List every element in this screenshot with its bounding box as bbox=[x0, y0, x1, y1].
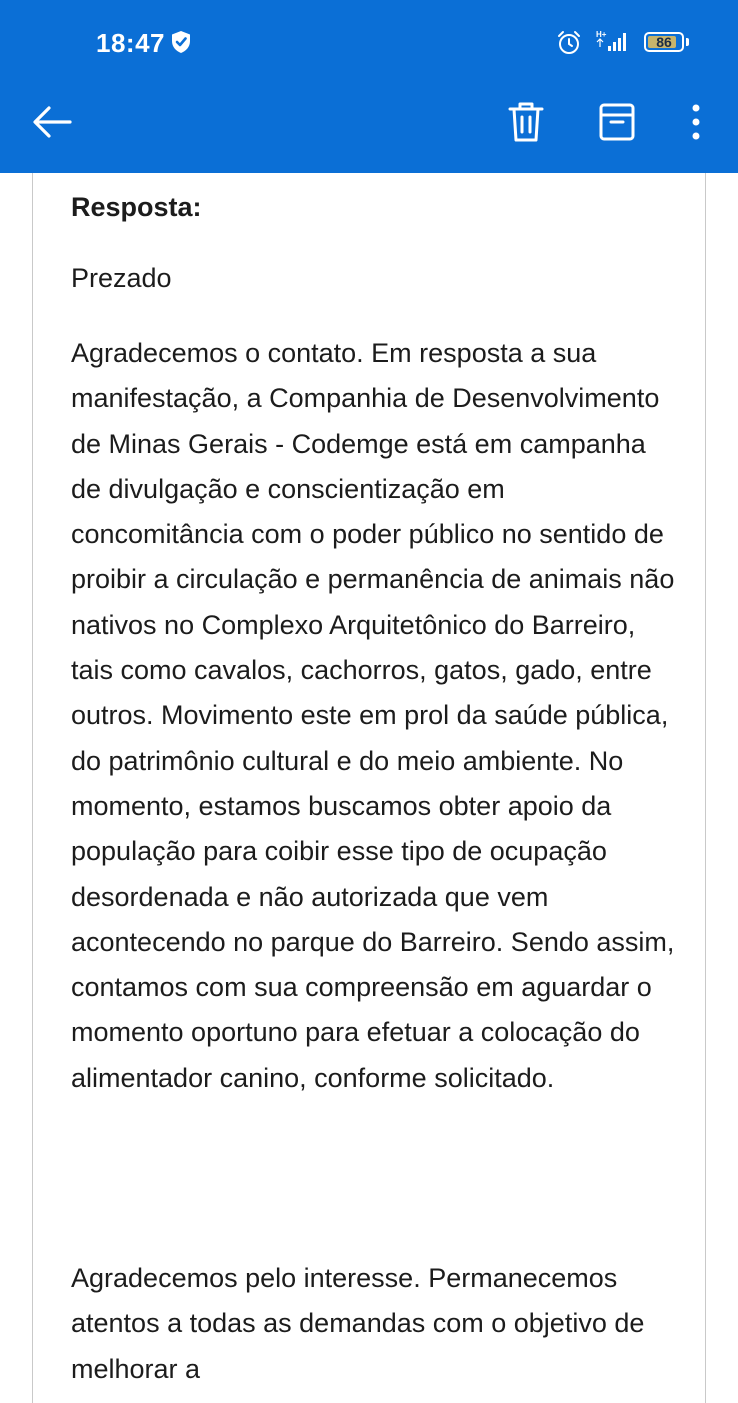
archive-button[interactable] bbox=[598, 100, 636, 144]
network-type: H+ bbox=[596, 30, 607, 39]
vpn-shield-icon bbox=[170, 30, 192, 54]
more-button[interactable] bbox=[684, 100, 708, 144]
greeting-text: Prezado bbox=[71, 263, 172, 293]
back-button[interactable] bbox=[30, 100, 74, 144]
alarm-icon bbox=[556, 30, 582, 56]
email-body bbox=[32, 173, 706, 1403]
battery-icon bbox=[644, 32, 684, 52]
trash-icon bbox=[510, 104, 542, 140]
status-time: 18:47 bbox=[96, 28, 165, 58]
arrow-left-icon bbox=[35, 108, 70, 136]
battery-level: 86 bbox=[656, 34, 672, 50]
signal-icon bbox=[594, 28, 634, 54]
more-vertical-icon bbox=[693, 105, 700, 140]
app-bar bbox=[0, 0, 738, 173]
response-paragraph: Agradecemos o contato. Em resposta a sua manifestação, a Companhia de Desenvolvimento de Minas Gerais - Codemge está em campanha de divulgação e conscientização em concomitância com o poder público no sentido de proibir a circulação e permanência de animais não nativos no Complexo Arquitetônico do Barreiro, tais como cavalos, cachorros, gatos, gado, entre outros. Movimento este em prol da saúde pública, do patrimônio cultural e do meio ambiente. No momento, estamos buscamos obter apoio da população para coibir esse tipo de ocupação desordenada e não autorizada que vem acontecendo no parque do Barreiro. Sendo assim, contamos com sua compreensão em aguardar o momento oportuno para efetuar a colocação do alimentador canino, conforme solicitado. bbox=[71, 338, 675, 1093]
closing-paragraph: Agradecemos pelo interesse. Permanecemos atentos a todas as demandas com o objetivo de melhorar a bbox=[71, 1263, 645, 1384]
response-label: Resposta: bbox=[71, 192, 202, 222]
battery-tip bbox=[686, 38, 689, 46]
archive-icon bbox=[601, 105, 633, 139]
delete-button[interactable] bbox=[508, 100, 544, 144]
